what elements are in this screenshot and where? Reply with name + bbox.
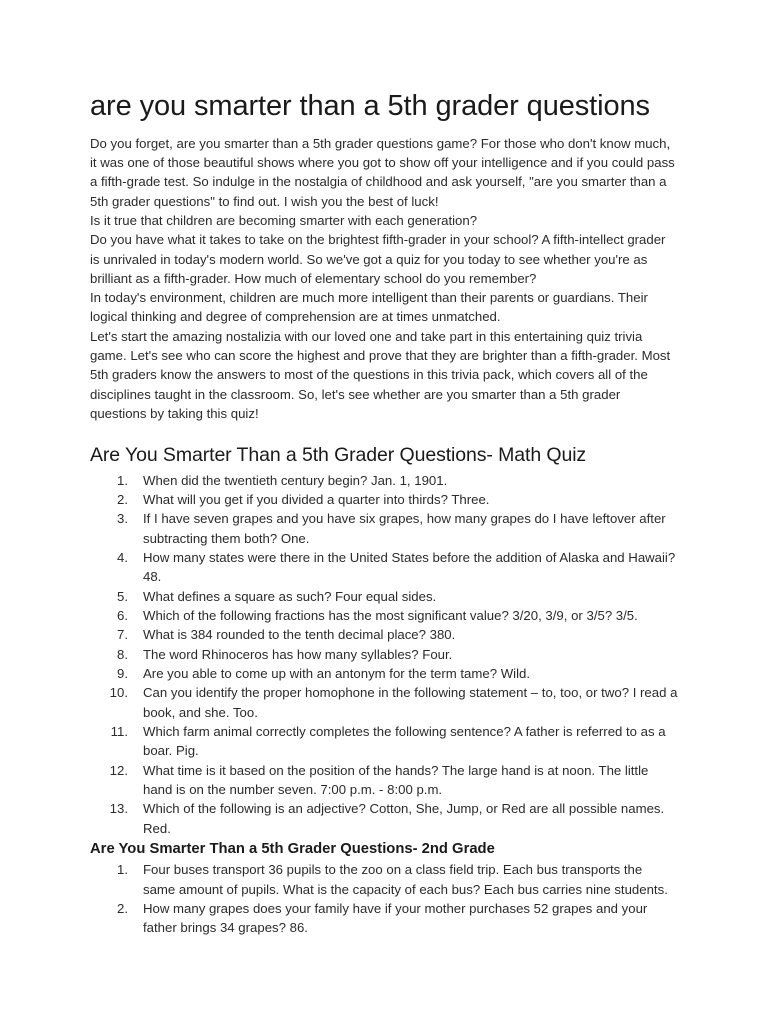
section-heading-2nd-grade: Are You Smarter Than a 5th Grader Questions- 2nd Grade bbox=[90, 841, 495, 858]
list-item bbox=[90, 645, 678, 664]
list-item-text: Which of the following is an adjective? Cotton, She, Jump, or Red are all possible names. Red. bbox=[143, 801, 665, 836]
intro-paragraphs bbox=[90, 134, 678, 424]
list-item-number: 2. bbox=[117, 900, 128, 916]
list-item-number: 2. bbox=[117, 492, 128, 508]
list-item bbox=[90, 625, 678, 644]
list-item bbox=[90, 490, 678, 509]
list-item-number: 10. bbox=[109, 685, 128, 701]
list-item-number: 12. bbox=[109, 762, 128, 778]
list-item-number: 6. bbox=[117, 608, 128, 624]
list-item-text: Are you able to come up with an antonym for the term tame? Wild. bbox=[143, 666, 531, 682]
list-item-text: What time is it based on the position of the hands? The large hand is at noon. The little hand is on the number seven. 7:00 p.m. - 8:00 p.m. bbox=[143, 762, 649, 798]
list-item bbox=[90, 587, 678, 606]
list-item bbox=[90, 471, 678, 490]
list-item bbox=[90, 761, 678, 800]
list-item-text: How many grapes does your family have if your mother purchases 52 grapes and your father brings 34 grapes? 86. bbox=[143, 900, 648, 936]
question-list-2nd-grade bbox=[90, 860, 678, 937]
list-item bbox=[90, 860, 678, 899]
list-item bbox=[90, 509, 678, 548]
list-item bbox=[90, 799, 678, 838]
list-item bbox=[90, 722, 678, 761]
list-item-text: What is 384 rounded to the tenth decimal place? 380. bbox=[143, 627, 456, 643]
list-item-number: 7. bbox=[117, 627, 128, 643]
list-item-text: Which farm animal correctly completes the following sentence? A father is referred to as a boar. Pig. bbox=[143, 724, 666, 759]
list-item-text: The word Rhinoceros has how many syllables? Four. bbox=[143, 646, 453, 662]
page-title: are you smarter than a 5th grader questions bbox=[90, 90, 650, 122]
list-item-text: Can you identify the proper homophone in the following statement – to, too, or two? I read a book, and she. Too. bbox=[143, 685, 678, 720]
list-item bbox=[90, 606, 678, 625]
list-item-number: 1. bbox=[117, 862, 128, 878]
list-item-number: 1. bbox=[117, 472, 128, 488]
list-item-number: 9. bbox=[117, 666, 128, 682]
list-item-number: 13. bbox=[109, 801, 128, 817]
list-item-number: 5. bbox=[117, 588, 128, 604]
list-item bbox=[90, 664, 678, 683]
list-item-text: If I have seven grapes and you have six grapes, how many grapes do I have leftover after subtracting them both? One. bbox=[143, 511, 666, 546]
list-item-text: How many states were there in the United States before the addition of Alaska and Hawaii? 48. bbox=[143, 550, 676, 585]
list-item bbox=[90, 548, 678, 587]
list-item-number: 4. bbox=[117, 550, 128, 566]
list-item bbox=[90, 899, 678, 938]
list-item-text: What defines a square as such? Four equal sides. bbox=[143, 588, 437, 604]
paragraph: Do you have what it takes to take on the brightest fifth-grader in your school? A fifth-intellect grader is unrivaled in today's modern world. So we've got a quiz for you today to see whether you're as brilliant as a fifth-grader. How much of elementary school do you remember? bbox=[90, 232, 666, 286]
question-list-math-quiz bbox=[90, 471, 678, 838]
list-item-text: Which of the following fractions has the most significant value? 3/20, 3/9, or 3/5? 3/5. bbox=[143, 608, 638, 624]
list-item-text: Four buses transport 36 pupils to the zoo on a class field trip. Each bus transports the same amount of pupils. What is the capacity of each bus? Each bus carries nine students. bbox=[143, 862, 668, 897]
list-item-text: What will you get if you divided a quarter into thirds? Three. bbox=[143, 492, 490, 508]
paragraph: Do you forget, are you smarter than a 5th grader questions game? For those who don't know much, it was one of those beautiful shows where you got to show off your intelligence and if you could pass a fifth-grade test. So indulge in the nostalgia of childhood and ask yourself, "are you smarter than a 5th grader questions" to find out. I wish you the best of luck! bbox=[90, 135, 675, 209]
section-heading-math-quiz: Are You Smarter Than a 5th Grader Questions- Math Quiz bbox=[90, 444, 587, 467]
list-item bbox=[90, 683, 678, 722]
list-item-text: When did the twentieth century begin? Jan. 1, 1901. bbox=[143, 472, 448, 488]
paragraph: Let's start the amazing nostalizia with our loved one and take part in this entertaining quiz trivia game. Let's see who can score the highest and prove that they are brighter than a fifth-grader. Most 5th graders know the answers to most of the questions in this trivia pack, which covers all of the disciplines taught in the classroom. So, let's see whether are you smarter than a 5th grader questions by taking this quiz! bbox=[90, 328, 671, 422]
list-item-number: 3. bbox=[117, 511, 128, 527]
list-item-number: 8. bbox=[117, 646, 128, 662]
list-item-number: 11. bbox=[110, 724, 128, 740]
paragraph: Is it true that children are becoming smarter with each generation? bbox=[90, 212, 478, 228]
paragraph: In today's environment, children are much more intelligent than their parents or guardians. Their logical thinking and degree of comprehension are at times unmatched. bbox=[90, 290, 648, 325]
